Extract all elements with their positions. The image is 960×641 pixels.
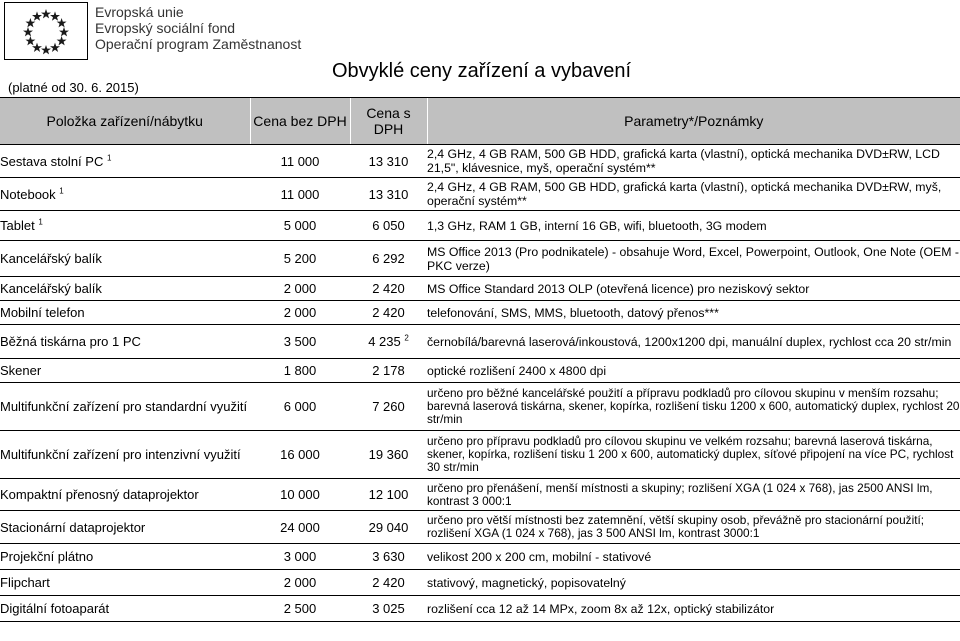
table-row — [0, 544, 960, 570]
price-inc-cell: 6 292 — [350, 241, 427, 277]
page-title: Obvyklé ceny zařízení a vybavení — [332, 60, 632, 82]
price-inc-cell: 12 100 — [350, 479, 427, 511]
table-row — [0, 211, 960, 241]
table-row — [0, 241, 960, 277]
eu-line-2: Evropský sociální fond — [95, 20, 236, 36]
table-row — [0, 570, 960, 596]
price-table — [0, 97, 960, 622]
price-inc-cell: 2 420 — [350, 301, 427, 325]
eu-flag-logo — [4, 2, 88, 60]
price-ex-cell: 2 500 — [250, 596, 350, 622]
table-row — [0, 145, 960, 178]
table-header-row — [0, 98, 960, 145]
price-inc-cell: 6 050 — [350, 211, 427, 241]
note-cell: 2,4 GHz, 4 GB RAM, 500 GB HDD, grafická karta (vlastní), optická mechanika DVD±RW, myš, operační systém** — [427, 178, 960, 211]
item-cell: Tablet $^1$ — [0, 211, 250, 241]
price-ex-cell: 3 500 — [250, 325, 350, 359]
eu-line-1: Evropská unie — [95, 4, 184, 20]
item-cell: Mobilní telefon — [0, 301, 250, 325]
column-header-notes: Parametry*/Poznámky — [427, 98, 960, 145]
price-ex-cell: 11 000 — [250, 178, 350, 211]
price-ex-cell: 16 000 — [250, 431, 350, 479]
table-row — [0, 596, 960, 622]
price-ex-cell: 5 200 — [250, 241, 350, 277]
table-row — [0, 383, 960, 431]
item-cell: Kancelářský balík — [0, 241, 250, 277]
validity-note: (platné od 30. 6. 2015) — [8, 80, 139, 95]
note-cell: určeno pro přípravu podkladů pro cílovou skupinu ve velkém rozsahu; barevná laserová tiskárna, skener, kopírka, rozlišení tisku 1 200 x 600, automatický duplex, síťové připojení na více PC, rychlost 30 str/min — [427, 431, 960, 479]
price-ex-cell: 6 000 — [250, 383, 350, 431]
eu-line-3: Operační program Zaměstnanost — [95, 36, 302, 52]
table-row — [0, 431, 960, 479]
column-header-item: Položka zařízení/nábytku — [0, 98, 250, 145]
item-cell: Flipchart — [0, 570, 250, 596]
item-cell: Multifunkční zařízení pro intenzivní využití — [0, 431, 250, 479]
note-cell: rozlišení cca 12 až 14 MPx, zoom 8x až 12x, optický stabilizátor — [427, 596, 960, 622]
table-row — [0, 359, 960, 383]
eu-program-text — [95, 4, 301, 52]
item-cell: Multifunkční zařízení pro standardní využití — [0, 383, 250, 431]
note-cell: stativový, magnetický, popisovatelný — [427, 570, 960, 596]
price-inc-cell: 7 260 — [350, 383, 427, 431]
price-ex-cell: 24 000 — [250, 511, 350, 544]
note-cell: 2,4 GHz, 4 GB RAM, 500 GB HDD, grafická karta (vlastní), optická mechanika DVD±RW, LCD 21,5", klávesnice, myš, operační systém** — [427, 145, 960, 178]
note-cell: černobílá/barevná laserová/inkoustová, 1200x1200 dpi, manuální duplex, rychlost cca 20 str/min — [427, 325, 960, 359]
item-cell: Běžná tiskárna pro 1 PC — [0, 325, 250, 359]
price-inc-cell: 13 310 — [350, 178, 427, 211]
table-row — [0, 301, 960, 325]
note-cell: 1,3 GHz, RAM 1 GB, interní 16 GB, wifi, bluetooth, 3G modem — [427, 211, 960, 241]
price-inc-cell: 29 040 — [350, 511, 427, 544]
table-row — [0, 325, 960, 359]
price-ex-cell: 5 000 — [250, 211, 350, 241]
note-cell: MS Office Standard 2013 OLP (otevřená licence) pro neziskový sektor — [427, 277, 960, 301]
note-cell: optické rozlišení 2400 x 4800 dpi — [427, 359, 960, 383]
price-inc-cell: 2 420 — [350, 277, 427, 301]
item-cell: Sestava stolní PC $^1$ — [0, 145, 250, 178]
table-row — [0, 479, 960, 511]
table-row — [0, 277, 960, 301]
price-inc-cell: 2 178 — [350, 359, 427, 383]
item-cell: Notebook $^1$ — [0, 178, 250, 211]
note-cell: velikost 200 x 200 cm, mobilní - stativové — [427, 544, 960, 570]
price-ex-cell: 11 000 — [250, 145, 350, 178]
item-cell: Kompaktní přenosný dataprojektor — [0, 479, 250, 511]
price-inc-cell: 3 630 — [350, 544, 427, 570]
price-inc-cell: 3 025 — [350, 596, 427, 622]
price-inc-cell: 19 360 — [350, 431, 427, 479]
item-cell: Kancelářský balík — [0, 277, 250, 301]
note-cell: určeno pro větší místnosti bez zatemnění, větší skupiny osob, převážně pro stacionární použití; rozlišení XGA (1 024 x 768), jas 3 500 ANSI lm, kontrast 3000:1 — [427, 511, 960, 544]
price-ex-cell: 2 000 — [250, 301, 350, 325]
price-ex-cell: 1 800 — [250, 359, 350, 383]
item-cell: Projekční plátno — [0, 544, 250, 570]
item-cell: Stacionární dataprojektor — [0, 511, 250, 544]
column-header-price-ex-vat: Cena bez DPH — [250, 98, 350, 145]
price-ex-cell: 10 000 — [250, 479, 350, 511]
note-cell: určeno pro přenášení, menší místnosti a skupiny; rozlišení XGA (1 024 x 768), jas 2500 ANSI lm, kontrast 3 000:1 — [427, 479, 960, 511]
item-cell: Digitální fotoaparát — [0, 596, 250, 622]
table-row — [0, 178, 960, 211]
item-cell: Skener — [0, 359, 250, 383]
column-header-price-inc-vat: Cena s DPH — [350, 98, 427, 145]
price-ex-cell: 2 000 — [250, 277, 350, 301]
note-cell: telefonování, SMS, MMS, bluetooth, datový přenos*** — [427, 301, 960, 325]
note-cell: MS Office 2013 (Pro podnikatele) - obsahuje Word, Excel, Powerpoint, Outlook, One Note (OEM - PKC verze) — [427, 241, 960, 277]
note-cell: určeno pro běžné kancelářské použití a přípravu podkladů pro cílovou skupinu v menším rozsahu; barevná laserová tiskárna, skener, kopírka, rozlišení tisku 1200 x 600, automatický duplex, rychlost 20 str/min — [427, 383, 960, 431]
price-inc-cell: 13 310 — [350, 145, 427, 178]
price-ex-cell: 3 000 — [250, 544, 350, 570]
price-inc-cell: 4 235 $^2$ — [350, 325, 427, 359]
price-ex-cell: 2 000 — [250, 570, 350, 596]
price-inc-cell: 2 420 — [350, 570, 427, 596]
table-row — [0, 511, 960, 544]
